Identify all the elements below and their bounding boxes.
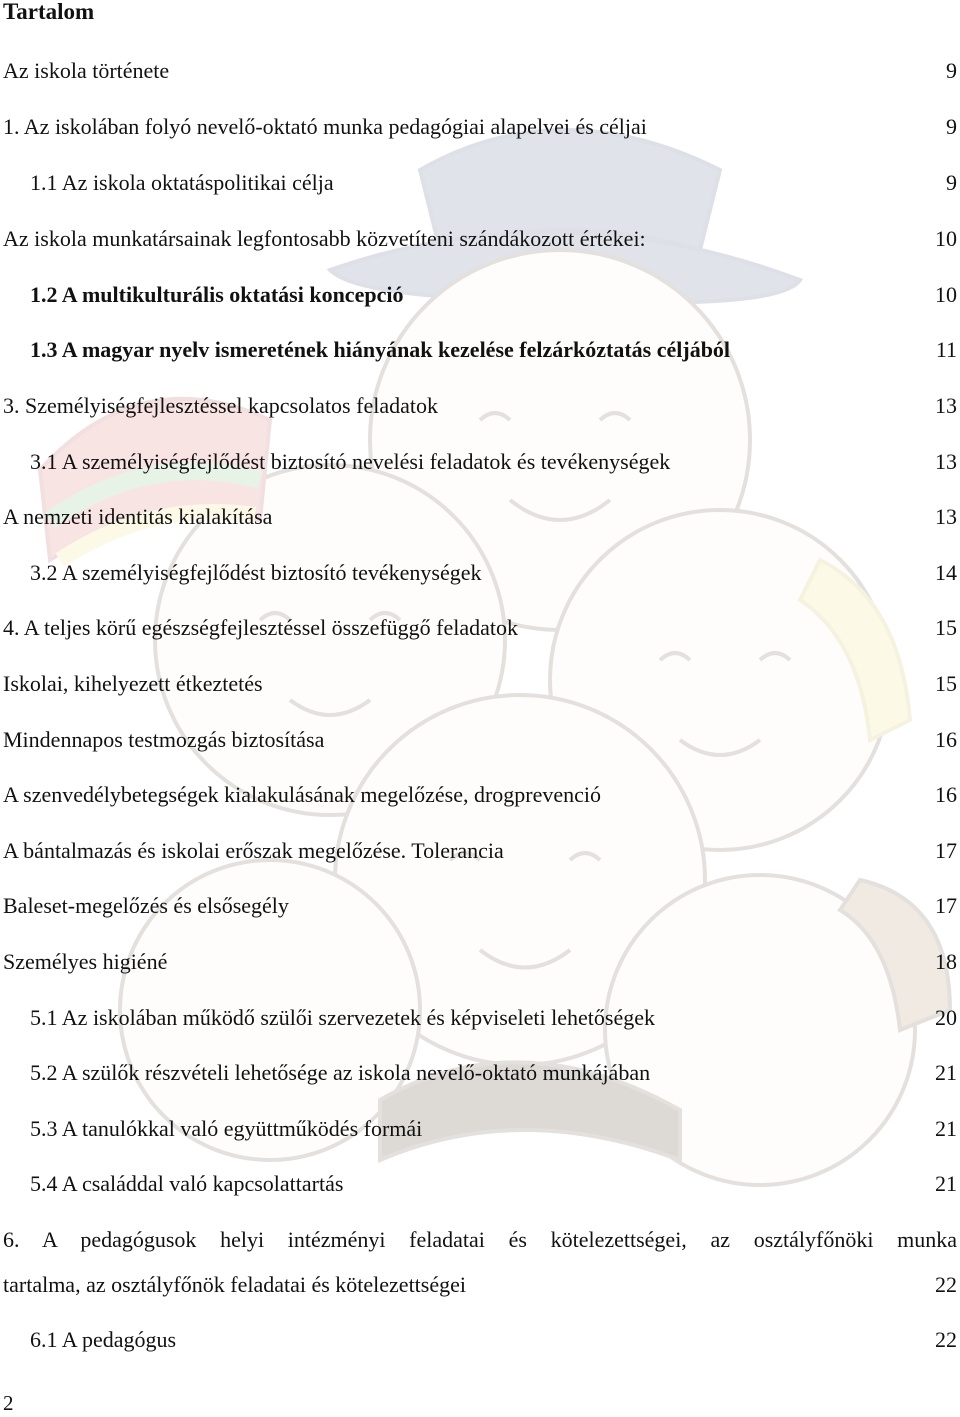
toc-entry-page: 17 [935, 838, 957, 863]
toc-entry-page: 22 [935, 1272, 957, 1297]
toc-entry[interactable] [0, 1112, 957, 1146]
toc-entry-title: Személyes higiéné [3, 949, 168, 974]
toc-entry[interactable] [0, 445, 957, 479]
toc-entry-page: 17 [935, 893, 957, 918]
toc-entry[interactable] [0, 945, 957, 979]
toc-entry-title: Az iskola története [3, 58, 170, 83]
toc-entry-page: 9 [946, 170, 957, 195]
toc-entry[interactable] [0, 667, 957, 701]
toc-entry-title: 5.4 A családdal való kapcsolattartás [30, 1171, 344, 1196]
toc-entry[interactable] [0, 278, 957, 312]
toc-entry-page: 10 [935, 282, 957, 307]
toc-entry-title: Az iskola munkatársainak legfontosabb közvetíteni szándákozott értékei: [3, 226, 646, 251]
toc-entry-title: 1.3 A magyar nyelv ismeretének hiányának kezelése felzárkóztatás céljából [30, 337, 731, 362]
toc-entry-title: A nemzeti identitás kialakítása [3, 504, 273, 529]
toc-entry-page: 21 [935, 1060, 957, 1085]
toc-entry-page: 22 [935, 1327, 957, 1352]
toc-entry-title: 5.3 A tanulókkal való együttműködés formái [30, 1116, 423, 1141]
toc-entry-page: 13 [935, 504, 957, 529]
toc-entry[interactable] [0, 611, 957, 645]
toc-entry[interactable] [0, 1323, 957, 1357]
toc-entry[interactable] [0, 1167, 957, 1201]
toc-entry-page: 13 [935, 393, 957, 418]
toc-entry-title: A bántalmazás és iskolai erőszak megelőzése. Tolerancia [3, 838, 504, 863]
toc-entry[interactable] [0, 834, 957, 868]
toc-entry[interactable] [0, 110, 957, 144]
toc-entry-title: 3. Személyiségfejlesztéssel kapcsolatos feladatok [3, 393, 438, 418]
toc-entry[interactable] [0, 54, 957, 88]
toc-entry-title: 6.1 A pedagógus [30, 1327, 177, 1352]
toc-entry-page: 11 [935, 337, 957, 362]
toc-entry-title: Baleset-megelőzés és elsősegély [3, 893, 289, 918]
toc-entry-title: Iskolai, kihelyezett étkeztetés [3, 671, 263, 696]
toc-entry[interactable] [0, 500, 957, 534]
toc-entry[interactable] [0, 166, 957, 200]
toc-entry-page: 16 [935, 727, 957, 752]
toc-entry-page: 9 [946, 114, 957, 139]
toc-entry-title: 3.2 A személyiségfejlődést biztosító tevékenységek [30, 560, 482, 585]
toc-entry-page: 21 [935, 1171, 957, 1196]
toc-entry-title: 3.1 A személyiségfejlődést biztosító nevelési feladatok és tevékenységek [30, 449, 671, 474]
toc-entry[interactable] [0, 1268, 957, 1302]
toc-entry-page: 15 [935, 671, 957, 696]
toc-entry-title: 5.2 A szülők részvételi lehetősége az iskola nevelő-oktató munkájában [30, 1060, 651, 1085]
toc-entry-page: 20 [935, 1005, 957, 1030]
toc-entry[interactable] [0, 333, 957, 367]
toc-entry[interactable] [0, 723, 957, 757]
toc-entry-page: 9 [946, 58, 957, 83]
page-title: Tartalom [3, 0, 95, 24]
toc-entry-page: 10 [935, 226, 957, 251]
toc-entry-title: 5.1 Az iskolában működő szülői szervezetek és képviseleti lehetőségek [30, 1005, 655, 1030]
toc-entry[interactable] [0, 1001, 957, 1035]
toc-entry-title: 1.2 A multikulturális oktatási koncepció [30, 282, 404, 307]
toc-entry[interactable] [0, 1056, 957, 1090]
toc-entry[interactable] [0, 778, 957, 812]
toc-entry[interactable] [0, 1223, 957, 1257]
toc-entry-title: 1.1 Az iskola oktatáspolitikai célja [30, 170, 334, 195]
toc-entry-page: 21 [935, 1116, 957, 1141]
toc-entry-page: 18 [935, 949, 957, 974]
toc-entry[interactable] [0, 556, 957, 590]
toc-entry-page: 13 [935, 449, 957, 474]
page-number: 2 [3, 1391, 14, 1415]
toc-entry-title: 6. A pedagógusok helyi intézményi feladatai és kötelezettségei, az osztályfőnöki munka [3, 1227, 957, 1252]
toc-entry-title: A szenvedélybetegségek kialakulásának megelőzése, drogprevenció [3, 782, 602, 807]
toc-entry[interactable] [0, 889, 957, 923]
toc-entry[interactable] [0, 222, 957, 256]
toc-entry-page: 15 [935, 615, 957, 640]
toc-entry-title: 4. A teljes körű egészségfejlesztéssel összefüggő feladatok [3, 615, 519, 640]
toc-entry-title: 1. Az iskolában folyó nevelő-oktató munka pedagógiai alapelvei és céljai [3, 114, 647, 139]
toc-entry[interactable] [0, 389, 957, 423]
toc-entry-page: 14 [935, 560, 957, 585]
toc-entry-page: 16 [935, 782, 957, 807]
toc-entry-title: tartalma, az osztályfőnök feladatai és kötelezettségei [3, 1272, 466, 1297]
toc-entry-title: Mindennapos testmozgás biztosítása [3, 727, 325, 752]
